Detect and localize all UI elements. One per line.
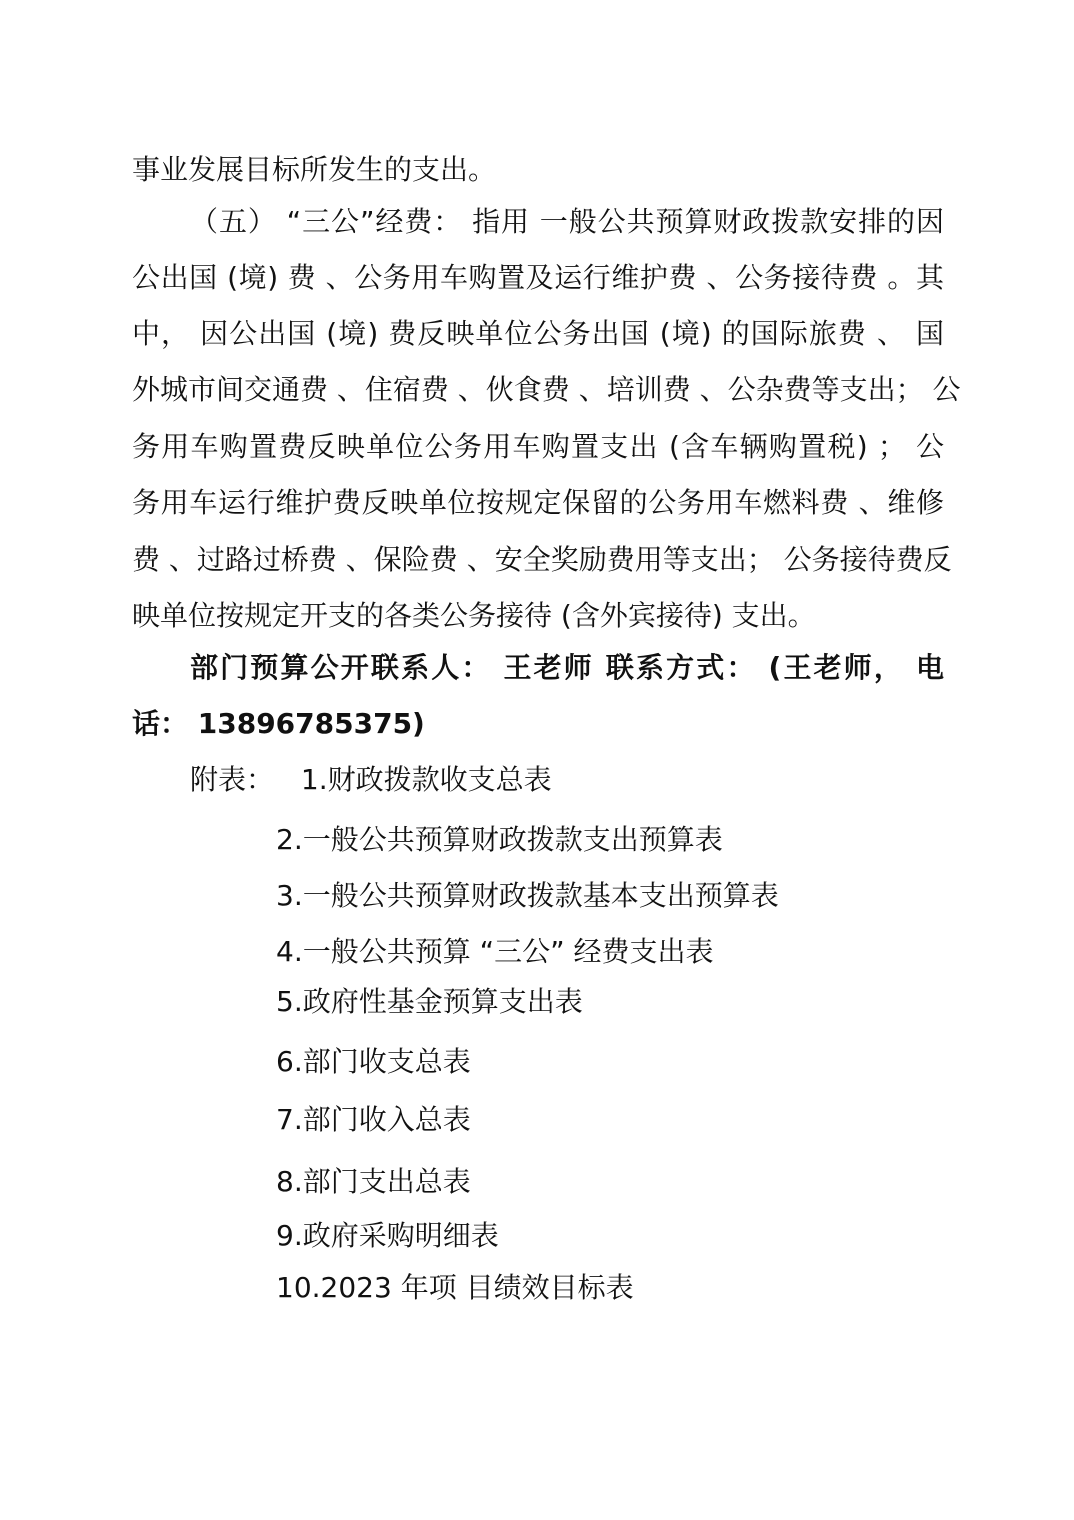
- body-line-9: 映单位按规定开支的各类公务接待 (含外宾接待) 支出。: [132, 599, 816, 632]
- body-line-2: （五） “三公”经费： 指用 一般公共预算财政拨款安排的因: [190, 205, 944, 238]
- attachment-label: 附表：: [190, 763, 275, 796]
- body-line-3: 公出国 (境) 费 、公务用车购置及运行维护费 、公务接待费 。其: [132, 261, 944, 294]
- attachment-item-4: 4.一般公共预算 “三公” 经费支出表: [276, 935, 714, 968]
- attachment-item-7: 7.部门收入总表: [276, 1103, 471, 1136]
- attachment-list-header: [190, 760, 890, 800]
- body-line-5: 外城市间交通费 、住宿费 、伙食费 、培训费 、公杂费等支出； 公: [132, 373, 961, 406]
- attachment-item-10: 10.2023 年项 目绩效目标表: [276, 1271, 634, 1304]
- attachment-item-6: 6.部门收支总表: [276, 1045, 471, 1078]
- body-line-7: 务用车运行维护费反映单位按规定保留的公务用车燃料费 、维修: [132, 486, 944, 519]
- attachment-item-1: 1.财政拨款收支总表: [300, 763, 552, 796]
- body-line-4: 中， 因公出国 (境) 费反映单位公务出国 (境) 的国际旅费 、 国: [132, 317, 944, 350]
- attachment-item-3: 3.一般公共预算财政拨款基本支出预算表: [276, 879, 779, 912]
- body-line-1: 事业发展目标所发生的支出。: [132, 153, 497, 186]
- body-line-6: 务用车购置费反映单位公务用车购置支出 (含车辆购置税) ； 公: [132, 430, 944, 463]
- contact-line-2: 话： 13896785375): [132, 707, 425, 740]
- body-line-8: 费 、过路过桥费 、保险费 、安全奖励费用等支出； 公务接待费反: [132, 543, 952, 576]
- attachment-item-8: 8.部门支出总表: [276, 1165, 471, 1198]
- contact-line-1: 部门预算公开联系人： 王老师 联系方式： (王老师， 电: [190, 651, 944, 684]
- attachment-item-9: 9.政府采购明细表: [276, 1219, 499, 1252]
- attachment-item-2: 2.一般公共预算财政拨款支出预算表: [276, 823, 723, 856]
- attachment-item-5: 5.政府性基金预算支出表: [276, 985, 583, 1018]
